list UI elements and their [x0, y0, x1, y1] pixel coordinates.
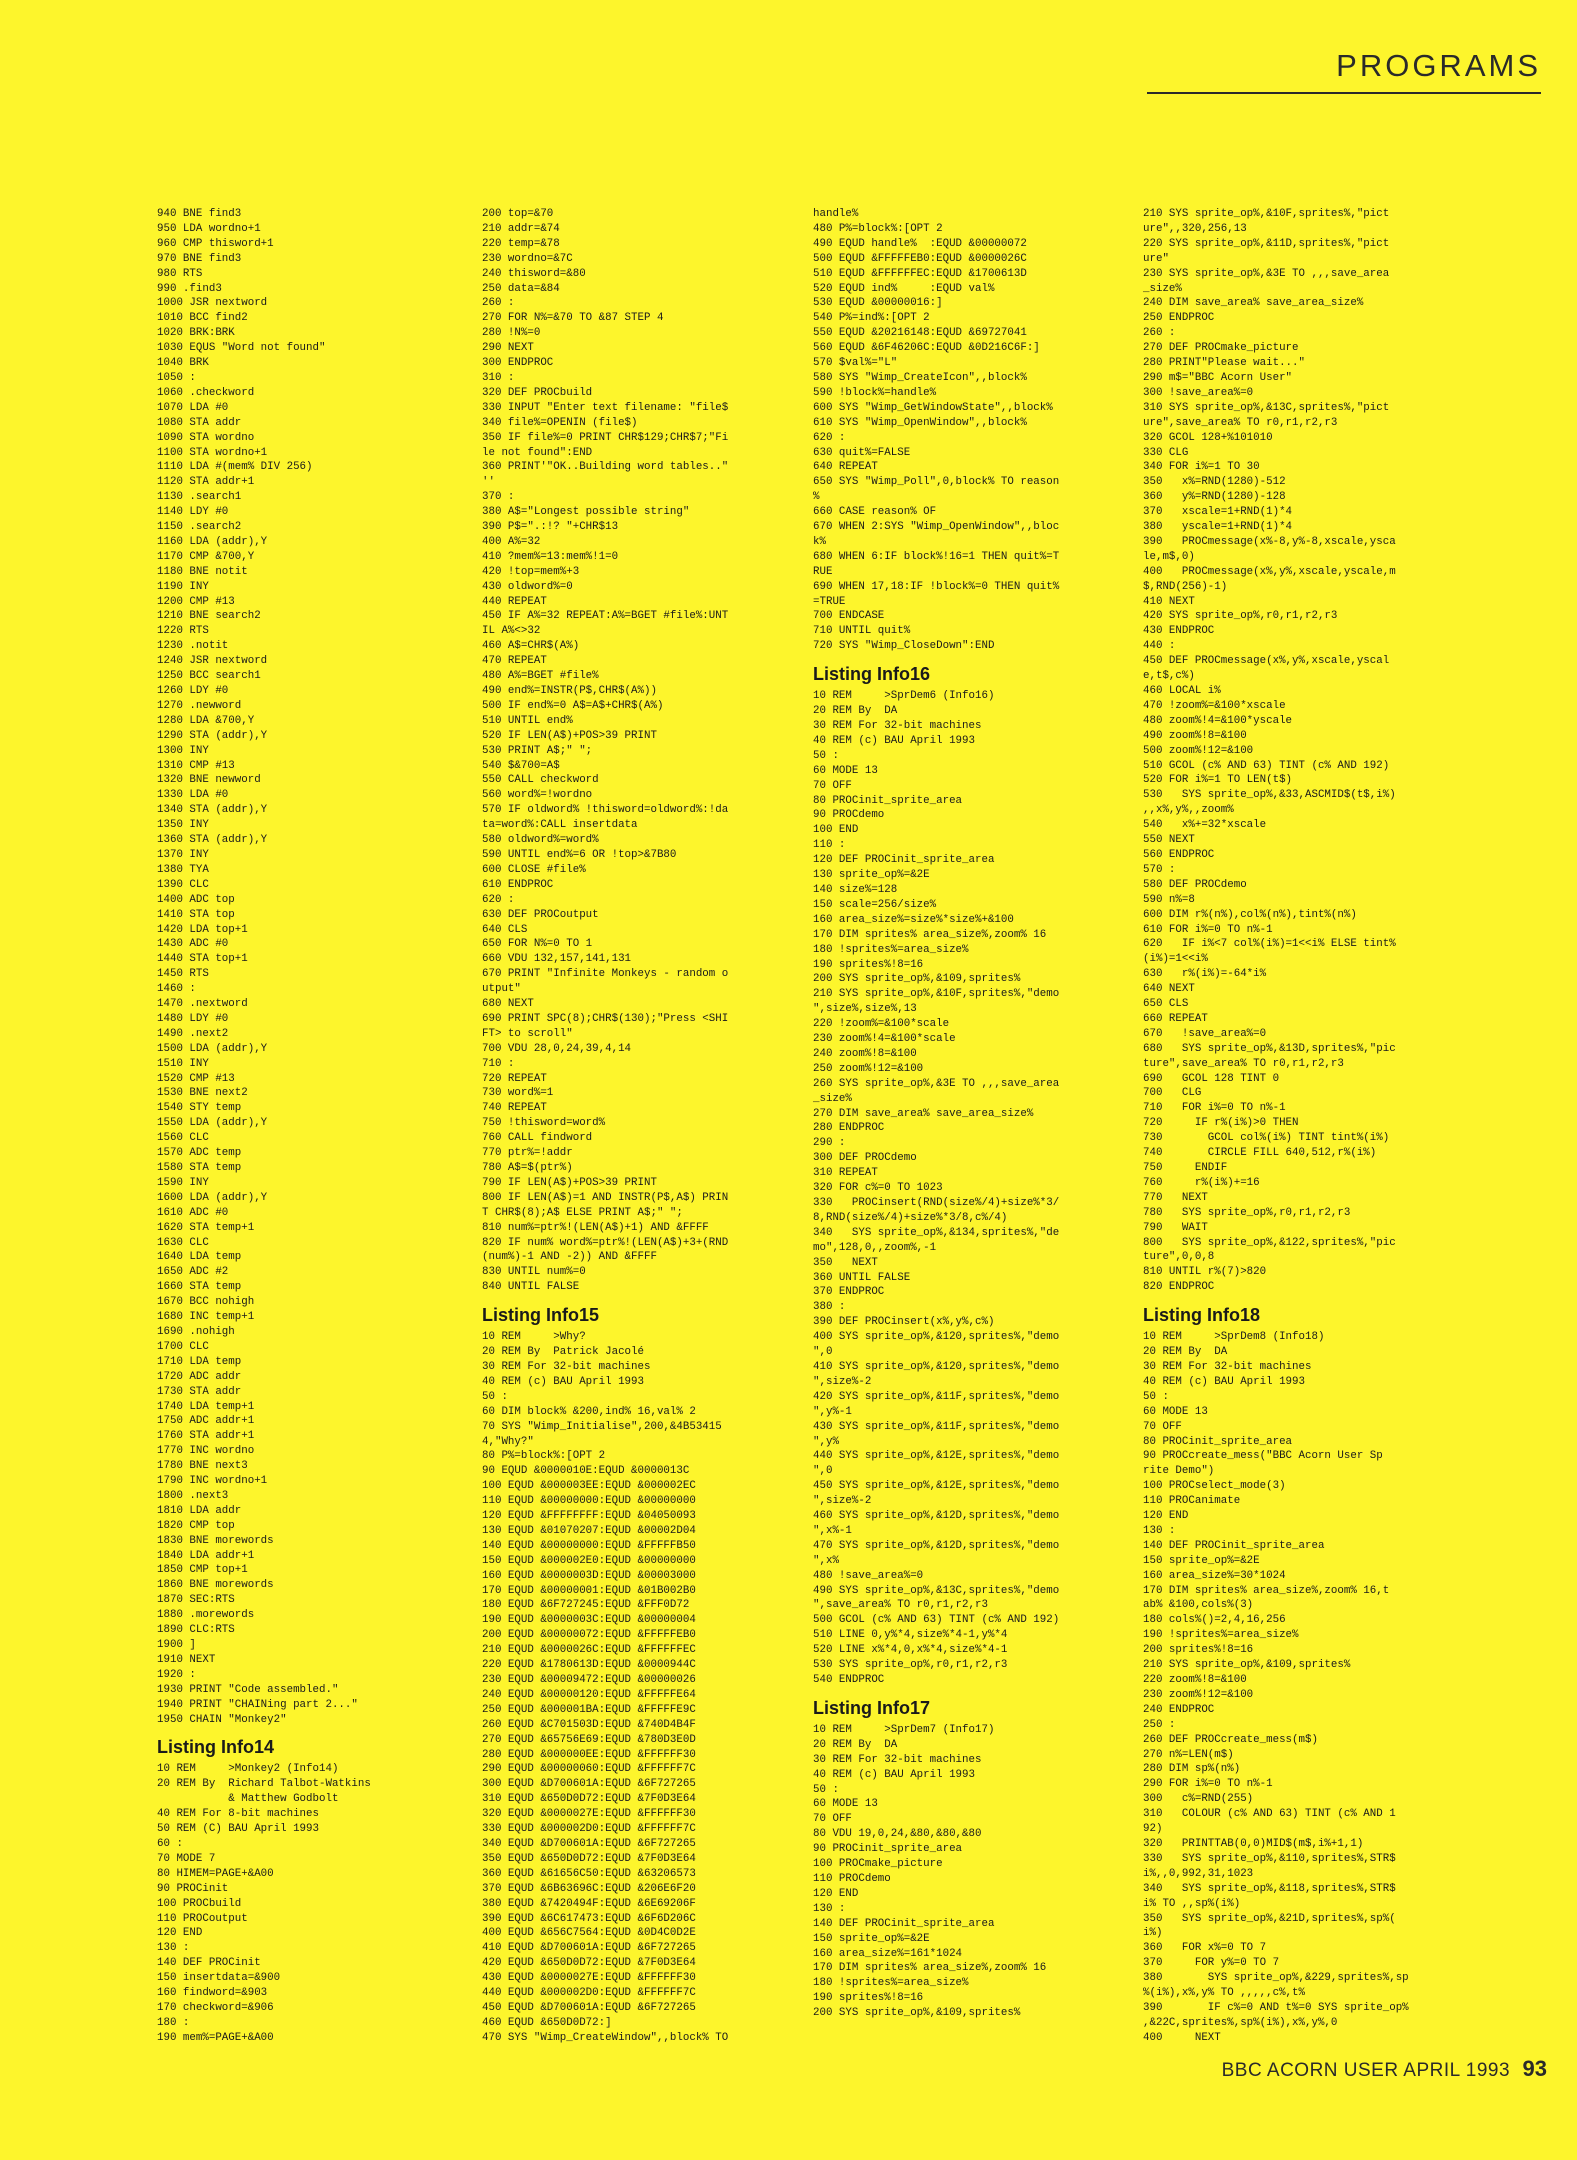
listing-heading: Listing Info18 [1143, 1305, 1260, 1326]
listing-heading: Listing Info16 [813, 664, 930, 685]
page-footer [1222, 2056, 1547, 2082]
code-block: 10 REM >Why? 20 REM By Patrick Jacolé 30 REM For 32-bit machines 40 REM (c) BAU April 1993 50 : 60 DIM block% &200,ind% 16,val% 2 70 SYS "Wimp_Initialise",200,&4B53415 4,"Why?" 80 P%=block%:[OPT 2 90 EQUD &0000010E:EQUD &0000013C 100 EQUD &000003EE:EQUD &000002EC 110 EQUD &00000000:EQUD &00000000 120 EQUD &FFFFFFFF:EQUD &04050093 130 EQUD &01070207:EQUD &00002D04 140 EQUD &00000000:EQUD &FFFFFB50 150 EQUD &000002E0:EQUD &00000000 160 EQUD &0000003D:EQUD &00003000 170 EQUD &00000001:EQUD &01B002B0 180 EQUD &6F727245:EQUD &FFF0D72 190 EQUD &0000003C:EQUD &00000004 200 EQUD &00000072:EQUD &FFFFFEB0 210 EQUD &0000026C:EQUD &FFFFFFEC 220 EQUD &1780613D:EQUD &0000944C 230 EQUD &00009472:EQUD &00000026 240 EQUD &00000120:EQUD &FFFFFE64 250 EQUD &000001BA:EQUD &FFFFFE9C 260 EQUD &C701503D:EQUD &740D4B4F 270 EQUD &65756E69:EQUD &780D3E0D 280 EQUD &000000EE:EQUD &FFFFFF30 290 EQUD &00000060:EQUD &FFFFFF7C 300 EQUD &D700601A:EQUD &6F727265 310 EQUD &650D0D72:EQUD &7F0D3E64 320 EQUD &0000027E:EQUD &FFFFFF30 330 EQUD &000002D0:EQUD &FFFFFF7C 340 EQUD &D700601A:EQUD &6F727265 350 EQUD &650D0D72:EQUD &7F0D3E64 360 EQUD &61656C50:EQUD &63206573 370 EQUD &6B63696C:EQUD &206E6F20 380 EQUD &7420494F:EQUD &6E69206F 390 EQUD &6C617473:EQUD &6F6D206C 400 EQUD &656C7564:EQUD &0D4C0D2E 410 EQUD &D700601A:EQUD &6F727265 420 EQUD &650D0D72:EQUD &7F0D3E64 430 EQUD &0000027E:EQUD &FFFFFF30 440 EQUD &000002D0:EQUD &FFFFFF7C 450 EQUD &D700601A:EQUD &6F727265 460 EQUD &650D0D72:] 470 SYS "Wimp_CreateWindow",,block% TO [482, 1331, 729, 2044]
code-block: handle% 480 P%=block%:[OPT 2 490 EQUD handle% :EQUD &00000072 500 EQUD &FFFFFEB0:EQUD &0000026C 510 EQUD &FFFFFFEC:EQUD &1700613D 520 EQUD ind% :EQUD val% 530 EQUD &00000016:] 540 P%=ind%:[OPT 2 550 EQUD &20216148:EQUD &69727041 560 EQUD &6F46206C:EQUD &0D216C6F:] 570 $val%="L" 580 SYS "Wimp_CreateIcon",,block% 590 !block%=handle% 600 SYS "Wimp_GetWindowState",,block% 610 SYS "Wimp_OpenWindow",,block% 620 : 630 quit%=FALSE 640 REPEAT 650 SYS "Wimp_Poll",0,block% TO reason % 660 CASE reason% OF 670 WHEN 2:SYS "Wimp_OpenWindow",,bloc k% 680 WHEN 6:IF block%!16=1 THEN quit%=T RUE 690 WHEN 17,18:IF !block%=0 THEN quit% =TRUE 700 ENDCASE 710 UNTIL quit% 720 SYS "Wimp_CloseDown":END [813, 208, 1060, 653]
listing-heading: Listing Info15 [482, 1305, 599, 1326]
code-block: 10 REM >Monkey2 (Info14) 20 REM By Richard Talbot-Watkins & Matthew Godbolt 40 REM For 8-bit machines 50 REM (C) BAU April 1993 60 : 70 MODE 7 80 HIMEM=PAGE+&A00 90 PROCinit 100 PROCbuild 110 PROCoutput 120 END 130 : 140 DEF PROCinit 150 insertdata=&900 160 findword=&903 170 checkword=&906 180 : 190 mem%=PAGE+&A00 [157, 1763, 371, 2044]
page-header [1147, 48, 1541, 94]
code-block: 10 REM >SprDem6 (Info16) 20 REM By DA 30 REM For 32-bit machines 40 REM (c) BAU April 1993 50 : 60 MODE 13 70 OFF 80 PROCinit_sprite_area 90 PROCdemo 100 END 110 : 120 DEF PROCinit_sprite_area 130 sprite_op%=&2E 140 size%=128 150 scale=256/size% 160 area_size%=size%*size%+&100 170 DIM sprites% area_size%,zoom% 16 180 !sprites%=area_size% 190 sprites%!8=16 200 SYS sprite_op%,&109,sprites% 210 SYS sprite_op%,&10F,sprites%,"demo ",size%,size%,13 220 !zoom%=&100*scale 230 zoom%!4=&100*scale 240 zoom%!8=&100 250 zoom%!12=&100 260 SYS sprite_op%,&3E TO ,,,save_area _size% 270 DIM save_area% save_area_size% 280 ENDPROC 290 : 300 DEF PROCdemo 310 REPEAT 320 FOR c%=0 TO 1023 330 PROCinsert(RND(size%/4)+size%*3/ 8,RND(size%/4)+size%*3/8,c%/4) 340 SYS sprite_op%,&134,sprites%,"de mo",128,0,,zoom%,-1 350 NEXT 360 UNTIL FALSE 370 ENDPROC 380 : 390 DEF PROCinsert(x%,y%,c%) 400 SYS sprite_op%,&120,sprites%,"demo ",0 410 SYS sprite_op%,&120,sprites%,"demo ",size%-2 420 SYS sprite_op%,&11F,sprites%,"demo ",y%-1 430 SYS sprite_op%,&11F,sprites%,"demo ",y% 440 SYS sprite_op%,&12E,sprites%,"demo ",0 450 SYS sprite_op%,&12E,sprites%,"demo ",size%-2 460 SYS sprite_op%,&12D,sprites%,"demo ",x%-1 470 SYS sprite_op%,&12D,sprites%,"demo ",x% 480 !save_area%=0 490 SYS sprite_op%,&13C,sprites%,"demo ",save_area% TO r0,r1,r2,r3 500 GCOL (c% AND 63) TINT (c% AND 192) 510 LINE 0,y%*4,size%*4-1,y%*4 520 LINE x%*4,0,x%*4,size%*4-1 530 SYS sprite_op%,r0,r1,r2,r3 540 ENDPROC [813, 690, 1060, 1686]
listing-heading: Listing Info17 [813, 1697, 930, 1718]
listing-heading: Listing Info14 [157, 1737, 274, 1758]
code-block: 200 top=&70 210 addr=&74 220 temp=&78 230 wordno=&7C 240 thisword=&80 250 data=&84 260 : 270 FOR N%=&70 TO &87 STEP 4 280 !N%=0 290 NEXT 300 ENDPROC 310 : 320 DEF PROCbuild 330 INPUT "Enter text filename: "file$ 340 file%=OPENIN (file$) 350 IF file%=0 PRINT CHR$129;CHR$7;"Fi le not found":END 360 PRINT'"OK..Building word tables.." '' 370 : 380 A$="Longest possible string" 390 P$=".:!? "+CHR$13 400 A%=32 410 ?mem%=13:mem%!1=0 420 !top=mem%+3 430 oldword%=0 440 REPEAT 450 IF A%=32 REPEAT:A%=BGET #file%:UNT IL A%<>32 460 A$=CHR$(A%) 470 REPEAT 480 A%=BGET #file% 490 end%=INSTR(P$,CHR$(A%)) 500 IF end%=0 A$=A$+CHR$(A%) 510 UNTIL end% 520 IF LEN(A$)+POS>39 PRINT 530 PRINT A$;" "; 540 $&700=A$ 550 CALL checkword 560 word%=!wordno 570 IF oldword% !thisword=oldword%:!da ta=word%:CALL insertdata 580 oldword%=word% 590 UNTIL end%=6 OR !top>&7B80 600 CLOSE #file% 610 ENDPROC 620 : 630 DEF PROCoutput 640 CLS 650 FOR N%=0 TO 1 660 VDU 132,157,141,131 670 PRINT "Infinite Monkeys - random o utput" 680 NEXT 690 PRINT SPC(8);CHR$(130);"Press <SHI FT> to scroll" 700 VDU 28,0,24,39,4,14 710 : 720 REPEAT 730 word%=1 740 REPEAT 750 !thisword=word% 760 CALL findword 770 ptr%=!addr 780 A$=$(ptr%) 790 IF LEN(A$)+POS>39 PRINT 800 IF LEN(A$)=1 AND INSTR(P$,A$) PRIN T CHR$(8);A$ ELSE PRINT A$;" "; 810 num%=ptr%!(LEN(A$)+1) AND &FFFF 820 IF num% word%=ptr%!(LEN(A$)+3+(RND (num%)-1 AND -2)) AND &FFFF 830 UNTIL num%=0 840 UNTIL FALSE [482, 208, 729, 1294]
column-2 [482, 207, 782, 2046]
code-block: 940 BNE find3 950 LDA wordno+1 960 CMP thisword+1 970 BNE find3 980 RTS 990 .find3 1000 JSR nextword 1010 BCC find2 1020 BRK:BRK 1030 EQUS "Word not found" 1040 BRK 1050 : 1060 .checkword 1070 LDA #0 1080 STA addr 1090 STA wordno 1100 STA wordno+1 1110 LDA #(mem% DIV 256) 1120 STA addr+1 1130 .search1 1140 LDY #0 1150 .search2 1160 LDA (addr),Y 1170 CMP &700,Y 1180 BNE notit 1190 INY 1200 CMP #13 1210 BNE search2 1220 RTS 1230 .notit 1240 JSR nextword 1250 BCC search1 1260 LDY #0 1270 .newword 1280 LDA &700,Y 1290 STA (addr),Y 1300 INY 1310 CMP #13 1320 BNE newword 1330 LDA #0 1340 STA (addr),Y 1350 INY 1360 STA (addr),Y 1370 INY 1380 TYA 1390 CLC 1400 ADC top 1410 STA top 1420 LDA top+1 1430 ADC #0 1440 STA top+1 1450 RTS 1460 : 1470 .nextword 1480 LDY #0 1490 .next2 1500 LDA (addr),Y 1510 INY 1520 CMP #13 1530 BNE next2 1540 STY temp 1550 LDA (addr),Y 1560 CLC 1570 ADC temp 1580 STA temp 1590 INY 1600 LDA (addr),Y 1610 ADC #0 1620 STA temp+1 1630 CLC 1640 LDA temp 1650 ADC #2 1660 STA temp 1670 BCC nohigh 1680 INC temp+1 1690 .nohigh 1700 CLC 1710 LDA temp 1720 ADC addr 1730 STA addr 1740 LDA temp+1 1750 ADC addr+1 1760 STA addr+1 1770 INC wordno 1780 BNE next3 1790 INC wordno+1 1800 .next3 1810 LDA addr 1820 CMP top 1830 BNE morewords 1840 LDA addr+1 1850 CMP top+1 1860 BNE morewords 1870 SEC:RTS 1880 .morewords 1890 CLC:RTS 1900 ] 1910 NEXT 1920 : 1930 PRINT "Code assembled." 1940 PRINT "CHAINing part 2..." 1950 CHAIN "Monkey2" [157, 208, 358, 1726]
section-title: PROGRAMS [1336, 48, 1541, 83]
code-block: 210 SYS sprite_op%,&10F,sprites%,"pict ure",,320,256,13 220 SYS sprite_op%,&11D,sprites%,"pict ure" 230 SYS sprite_op%,&3E TO ,,,save_area _size% 240 DIM save_area% save_area_size% 250 ENDPROC 260 : 270 DEF PROCmake_picture 280 PRINT"Please wait..." 290 m$="BBC Acorn User" 300 !save_area%=0 310 SYS sprite_op%,&13C,sprites%,"pict ure",save_area% TO r0,r1,r2,r3 320 GCOL 128+%101010 330 CLG 340 FOR i%=1 TO 30 350 x%=RND(1280)-512 360 y%=RND(1280)-128 370 xscale=1+RND(1)*4 380 yscale=1+RND(1)*4 390 PROCmessage(x%-8,y%-8,xscale,ysca le,m$,0) 400 PROCmessage(x%,y%,xscale,yscale,m $,RND(256)-1) 410 NEXT 420 SYS sprite_op%,r0,r1,r2,r3 430 ENDPROC 440 : 450 DEF PROCmessage(x%,y%,xscale,yscal e,t$,c%) 460 LOCAL i% 470 !zoom%=&100*xscale 480 zoom%!4=&100*yscale 490 zoom%!8=&100 500 zoom%!12=&100 510 GCOL (c% AND 63) TINT (c% AND 192) 520 FOR i%=1 TO LEN(t$) 530 SYS sprite_op%,&33,ASCMID$(t$,i%) ,,x%,y%,,zoom% 540 x%+=32*xscale 550 NEXT 560 ENDPROC 570 : 580 DEF PROCdemo 590 n%=8 600 DIM r%(n%),col%(n%),tint%(n%) 610 FOR i%=0 TO n%-1 620 IF i%<7 col%(i%)=1<<i% ELSE tint% (i%)=1<<i% 630 r%(i%)=-64*i% 640 NEXT 650 CLS 660 REPEAT 670 !save_area%=0 680 SYS sprite_op%,&13D,sprites%,"pic ture",save_area% TO r0,r1,r2,r3 690 GCOL 128 TINT 0 700 CLG 710 FOR i%=0 TO n%-1 720 IF r%(i%)>0 THEN 730 GCOL col%(i%) TINT tint%(i%) 740 CIRCLE FILL 640,512,r%(i%) 750 ENDIF 760 r%(i%)+=16 770 NEXT 780 SYS sprite_op%,r0,r1,r2,r3 790 WAIT 800 SYS sprite_op%,&122,sprites%,"pic ture",0,0,8 810 UNTIL r%(7)>820 820 ENDPROC [1143, 208, 1396, 1294]
code-block: 10 REM >SprDem8 (Info18) 20 REM By DA 30 REM For 32-bit machines 40 REM (c) BAU April 1993 50 : 60 MODE 13 70 OFF 80 PROCinit_sprite_area 90 PROCcreate_mess("BBC Acorn User Sp rite Demo") 100 PROCselect_mode(3) 110 PROCanimate 120 END 130 : 140 DEF PROCinit_sprite_area 150 sprite_op%=&2E 160 area_size%=30*1024 170 DIM sprites% area_size%,zoom% 16,t ab% &100,cols%(3) 180 cols%()=2,4,16,256 190 !sprites%=area_size% 200 sprites%!8=16 210 SYS sprite_op%,&109,sprites% 220 zoom%!8=&100 230 zoom%!12=&100 240 ENDPROC 250 : 260 DEF PROCcreate_mess(m$) 270 n%=LEN(m$) 280 DIM sp%(n%) 290 FOR i%=0 TO n%-1 300 c%=RND(255) 310 COLOUR (c% AND 63) TINT (c% AND 1 92) 320 PRINTTAB(0,0)MID$(m$,i%+1,1) 330 SYS sprite_op%,&110,sprites%,STR$ i%,,0,992,31,1023 340 SYS sprite_op%,&118,sprites%,STR$ i% TO ,,sp%(i%) 350 SYS sprite_op%,&21D,sprites%,sp%( i%) 360 FOR x%=0 TO 7 370 FOR y%=0 TO 7 380 SYS sprite_op%,&229,sprites%,sp %(i%),x%,y% TO ,,,,,c%,t% 390 IF c%=0 AND t%=0 SYS sprite_op% ,&22C,sprites%,sp%(i%),x%,y%,0 400 NEXT [1143, 1331, 1409, 2044]
magazine-issue: BBC ACORN USER APRIL 1993 [1221, 2060, 1511, 2081]
column-3 [813, 207, 1113, 2021]
header-rule [1147, 92, 1541, 94]
column-1 [157, 207, 457, 2046]
page-number: 93 [1522, 2056, 1547, 2081]
column-4 [1143, 207, 1443, 2046]
code-block: 10 REM >SprDem7 (Info17) 20 REM By DA 30 REM For 32-bit machines 40 REM (c) BAU April 1993 50 : 60 MODE 13 70 OFF 80 VDU 19,0,24,&80,&80,&80 90 PROCinit_sprite_area 100 PROCmake_picture 110 PROCdemo 120 END 130 : 140 DEF PROCinit_sprite_area 150 sprite_op%=&2E 160 area_size%=161*1024 170 DIM sprites% area_size%,zoom% 16 180 !sprites%=area_size% 190 sprites%!8=16 200 SYS sprite_op%,&109,sprites% [813, 1723, 1047, 2020]
